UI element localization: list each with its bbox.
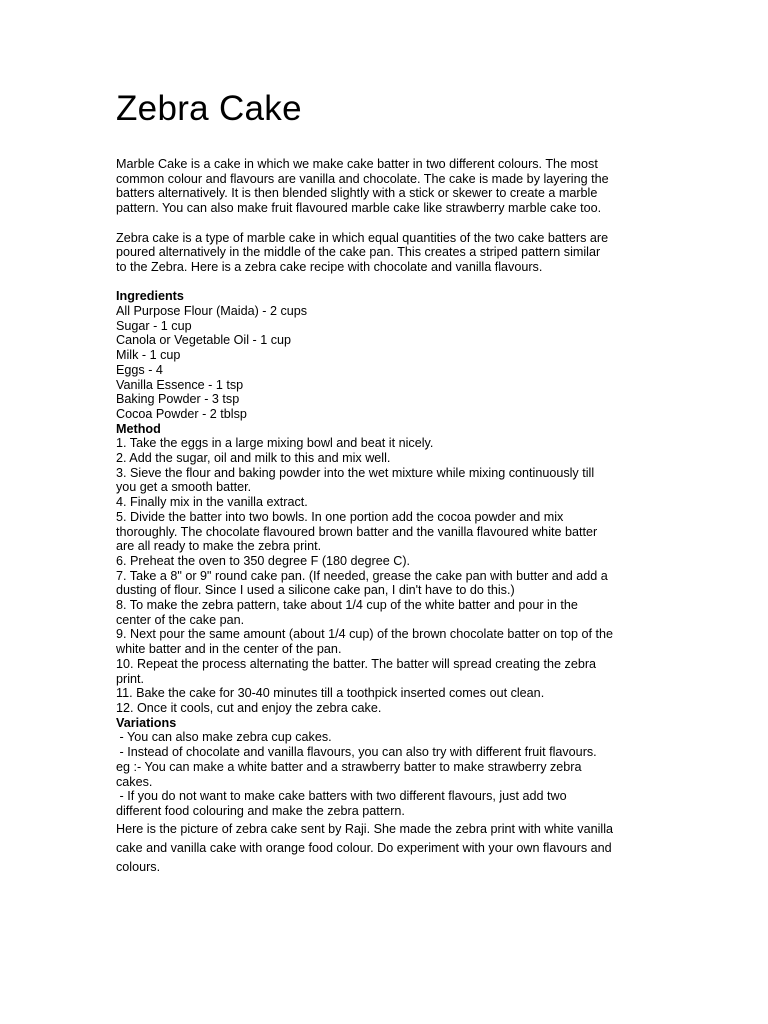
- text-line: Zebra cake is a type of marble cake in which equal quantities of the two cake batters are: [116, 230, 609, 245]
- method-steps: [116, 436, 661, 715]
- text-line: common colour and flavours are vanilla and chocolate. The cake is made by layering the: [116, 171, 609, 186]
- variation-line: cakes.: [116, 774, 153, 789]
- method-line: thoroughly. The chocolate flavoured brown batter and the vanilla flavoured white batter: [116, 524, 598, 539]
- variation-line: - Instead of chocolate and vanilla flavours, you can also try with different fruit flavours.: [116, 745, 597, 760]
- ingredient-item: Sugar - 1 cup: [116, 318, 192, 333]
- ingredient-item: Cocoa Powder - 2 tblsp: [116, 406, 247, 421]
- text-line: cake and vanilla cake with orange food colour. Do experiment with your own flavours and: [116, 840, 612, 855]
- text-line: batters alternatively. It is then blended slightly with a stick or skewer to create a marble: [116, 186, 598, 201]
- method-line: 1. Take the eggs in a large mixing bowl and beat it nicely.: [116, 436, 434, 451]
- method-line: 7. Take a 8" or 9" round cake pan. (If needed, grease the cake pan with butter and add a: [116, 568, 608, 583]
- ingredient-item: All Purpose Flour (Maida) - 2 cups: [116, 304, 308, 318]
- method-line: 6. Preheat the oven to 350 degree F (180 degree C).: [116, 553, 411, 568]
- method-line: 10. Repeat the process alternating the batter. The batter will spread creating the zebra: [116, 656, 597, 671]
- method-heading: Method: [116, 421, 161, 436]
- variation-line: - If you do not want to make cake batters with two different flavours, just add two: [116, 789, 567, 804]
- text-line: Here is the picture of zebra cake sent by Raji. She made the zebra print with white vanilla: [116, 821, 614, 836]
- method-line: 4. Finally mix in the vanilla extract.: [116, 495, 308, 510]
- variation-line: eg :- You can make a white batter and a strawberry batter to make strawberry zebra: [116, 759, 582, 774]
- method-line: 2. Add the sugar, oil and milk to this and mix well.: [116, 451, 391, 466]
- text-line: pattern. You can also make fruit flavoured marble cake like strawberry marble cake too.: [116, 201, 602, 216]
- variation-line: different food colouring and make the zebra pattern.: [116, 803, 405, 818]
- method-line: you get a smooth batter.: [116, 480, 252, 495]
- method-line: 9. Next pour the same amount (about 1/4 cup) of the brown chocolate batter on top of the: [116, 627, 614, 642]
- ingredient-item: Vanilla Essence - 1 tsp: [116, 377, 244, 392]
- method-line: white batter and in the center of the pan.: [116, 642, 342, 657]
- method-line: center of the cake pan.: [116, 612, 245, 627]
- document-title: Zebra Cake: [116, 89, 302, 128]
- document-body: [116, 157, 661, 877]
- method-line: 3. Sieve the flour and baking powder into the wet mixture while mixing continuously till: [116, 465, 595, 480]
- text-line: to the Zebra. Here is a zebra cake recipe with chocolate and vanilla flavours.: [116, 259, 543, 274]
- intro-paragraph-2: [116, 231, 661, 275]
- variation-line: - You can also make zebra cup cakes.: [116, 730, 332, 745]
- intro-paragraph-1: [116, 157, 661, 216]
- method-line: 5. Divide the batter into two bowls. In one portion add the cocoa powder and mix: [116, 509, 564, 524]
- ingredients-heading: Ingredients: [116, 289, 184, 304]
- variations-heading: Variations: [116, 715, 177, 730]
- ingredient-item: Canola or Vegetable Oil - 1 cup: [116, 333, 292, 348]
- method-line: are all ready to make the zebra print.: [116, 539, 322, 554]
- method-line: 11. Bake the cake for 30-40 minutes till a toothpick inserted comes out clean.: [116, 686, 545, 701]
- text-line: Marble Cake is a cake in which we make cake batter in two different colours. The most: [116, 157, 598, 171]
- closing-paragraph: [116, 820, 661, 877]
- method-line: print.: [116, 671, 144, 686]
- ingredient-item: Baking Powder - 3 tsp: [116, 392, 240, 407]
- text-line: colours.: [116, 859, 161, 874]
- ingredients-list: [116, 304, 661, 422]
- method-line: 8. To make the zebra pattern, take about 1/4 cup of the white batter and pour in the: [116, 598, 578, 613]
- variations-list: [116, 730, 661, 818]
- text-line: poured alternatively in the middle of the cake pan. This creates a striped pattern similar: [116, 245, 601, 260]
- method-line: dusting of flour. Since I used a silicone cake pan, I din't have to do this.): [116, 583, 515, 598]
- ingredient-item: Eggs - 4: [116, 362, 163, 377]
- method-line: 12. Once it cools, cut and enjoy the zebra cake.: [116, 700, 382, 715]
- ingredient-item: Milk - 1 cup: [116, 348, 181, 363]
